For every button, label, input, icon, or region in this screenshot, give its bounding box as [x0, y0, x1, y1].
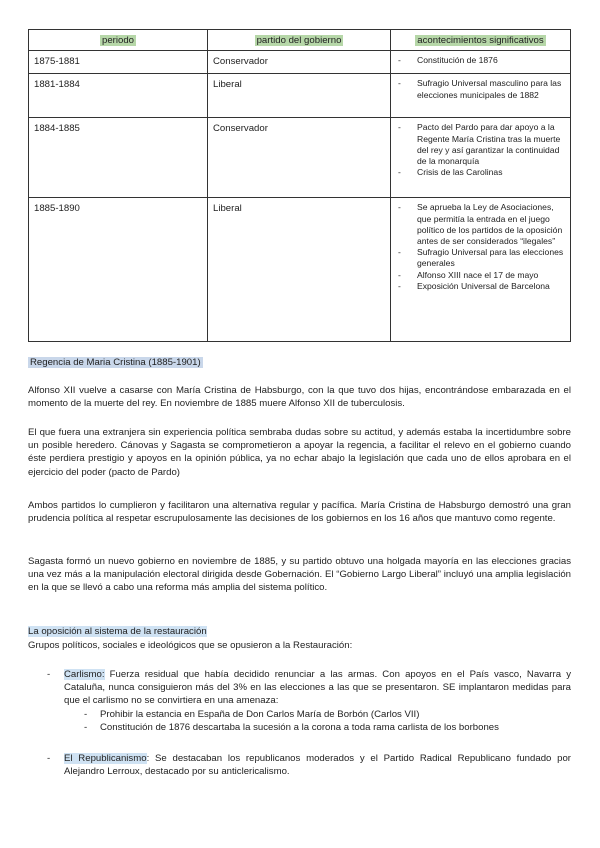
republicanismo-block	[28, 752, 571, 778]
period-cell: 1881-1884	[29, 74, 208, 118]
events-cell	[391, 198, 571, 342]
paragraph-4: Sagasta formó un nuevo gobierno en noviembre de 1885, y su partido obtuvo una holgada mayoría en las elecciones gracias una vez más a la manipulación electoral dirigida desde Gobernación. El “Gobierno Largo Liberal” incluyó una amplia legislación en la que se llevó a cabo una reforma más amplia del sistema político.	[28, 556, 571, 594]
republicanismo-text: : Se destacaban los republicanos moderados y el Partido Radical Republicano fundado por Alejandro Lerroux, destacado por su anticlericalismo.	[64, 753, 571, 778]
event-item: - Se aprueba la Ley de Asociaciones, que permitía la entrada en el juego político de los partidos de la oposición antes de ser considerados “ilegales”	[396, 202, 565, 247]
sub-item: - Prohibir la estancia en España de Don Carlos María de Borbón (Carlos VII)	[28, 708, 571, 721]
list-item-carlismo	[28, 668, 571, 708]
period-cell: 1884-1885	[29, 118, 208, 198]
events-cell	[391, 118, 571, 198]
table-row	[29, 74, 571, 118]
event-item: - Exposición Universal de Barcelona	[396, 281, 565, 292]
paragraph-3: Ambos partidos lo cumplieron y facilitaron una alternativa regular y pacífica. María Cristina de Habsburgo demostró una gran prudencia política al respetar escrupulosamente las decisiones de los gobiernos en los 16 años que mantuvo como regente.	[28, 500, 571, 525]
header-partido: partido del gobierno	[208, 30, 391, 51]
header-acontecimientos: acontecimientos significativos	[391, 30, 571, 51]
republicanismo-label: El Republicanismo	[64, 753, 147, 764]
party-cell: Conservador	[208, 51, 391, 74]
party-cell: Conservador	[208, 118, 391, 198]
opposition-intro: Grupos políticos, sociales e ideológicos que se opusieron a la Restauración:	[28, 640, 353, 651]
event-item: - Sufragio Universal masculino para las elecciones municipales de 1882	[396, 78, 565, 100]
event-item: - Sufragio Universal para las elecciones generales	[396, 247, 565, 269]
event-item: - Alfonso XIII nace el 17 de mayo	[396, 270, 565, 281]
carlismo-label: Carlismo:	[64, 669, 105, 680]
list-item-republicanismo	[28, 752, 571, 778]
section-heading-oposicion: La oposición al sistema de la restauración	[28, 626, 207, 637]
section-heading-regencia: Regencia de Maria Cristina (1885-1901)	[30, 357, 201, 368]
event-item: - Pacto del Pardo para dar apoyo a la Regente María Cristina tras la muerte del rey y así garantizar la continuidad de la monarquía	[396, 122, 565, 167]
paragraph-2: El que fuera una extranjera sin experiencia política sembraba dudas sobre su actitud, y además estaba la incertidumbre sobre un posible heredero. Cánovas y Sagasta se comprometieron a apoyar la regencia, a facilitar el relevo en el gobierno cuando éste perdiera prestigio y apoyos en la opinión pública, ya no echar abajo la legislación que cada uno de ellos aprobara en el ejercicio del poder (pacto de Pardo)	[28, 427, 571, 478]
period-cell: 1885-1890	[29, 198, 208, 342]
table-row	[29, 51, 571, 74]
sub-item: - Constitución de 1876 descartaba la sucesión a la corona a toda rama carlista de los borbones	[28, 721, 571, 734]
event-item: - Crisis de las Carolinas	[396, 167, 565, 178]
carlismo-block	[28, 668, 571, 734]
table-row	[29, 198, 571, 342]
paragraph-1: Alfonso XII vuelve a casarse con María Cristina de Habsburgo, con la que tuvo dos hijas, encontrándose embarazada en el momento de la muerte del rey. En noviembre de 1885 muere Alfonso XII de tuberculosis.	[28, 385, 571, 410]
period-cell: 1875-1881	[29, 51, 208, 74]
event-item: - Constitución de 1876	[396, 55, 565, 66]
party-cell: Liberal	[208, 198, 391, 342]
table-row	[29, 118, 571, 198]
table-header-row	[29, 30, 571, 51]
header-periodo: periodo	[29, 30, 208, 51]
carlismo-text: Fuerza residual que había decidido renunciar a las armas. Con apoyos en el País vasco, Navarra y Cataluña, nunca consiguieron más del 3% en las elecciones a las que se presentaron. SE implantaron medidas para que el carlismo no se convirtiera en una amenaza:	[64, 669, 571, 707]
events-cell	[391, 51, 571, 74]
events-cell	[391, 74, 571, 118]
party-cell: Liberal	[208, 74, 391, 118]
government-periods-table	[28, 29, 571, 342]
